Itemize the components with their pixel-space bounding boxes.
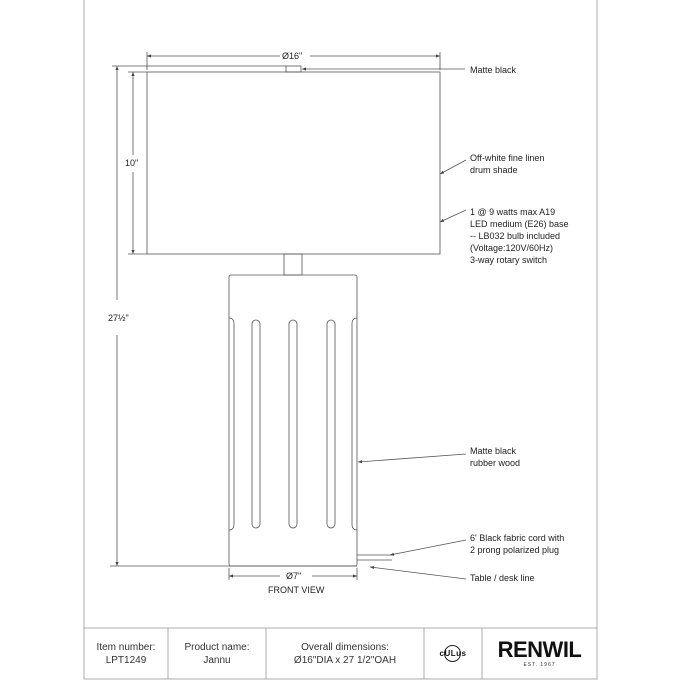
ul-cert-text: cULus <box>439 648 467 658</box>
base-slots <box>229 318 357 530</box>
dimensions-cell: Overall dimensions: Ø16"DIA x 27 1/2"OAH <box>293 641 397 666</box>
base-diameter-label: Ø7" <box>286 571 302 581</box>
base <box>229 275 357 566</box>
product-name-cell: Product name: Jannu <box>184 641 250 666</box>
item-number-cell: Item number: LPT1249 <box>96 641 156 666</box>
shade-height-label: 10" <box>125 158 139 168</box>
ul-cert-logo <box>424 628 482 679</box>
shade-diameter-label: Ø16" <box>282 51 303 61</box>
callout-base: Matte black rubber wood <box>470 446 521 468</box>
overall-height-label: 27½" <box>108 313 129 323</box>
shade <box>147 72 440 254</box>
callout-table-line: Table / desk line <box>470 573 535 583</box>
callout-shade: Off-white fine linen drum shade <box>470 153 545 175</box>
cord <box>357 555 392 560</box>
callout-finial: Matte black <box>470 65 517 75</box>
callout-bulb: 1 @ 9 watts max A19 LED medium (E26) base -- LB032 bulb included (Voltage:120V/60Hz) 3-way rotary switch <box>470 207 569 265</box>
ul-cert-mark <box>440 645 467 663</box>
finial <box>286 66 301 72</box>
view-label: FRONT VIEW <box>268 585 325 595</box>
neck <box>284 254 302 275</box>
brand-logo: RENWIL EST. 1967 <box>497 636 582 668</box>
callout-cord: 6' Black fabric cord with 2 prong polarized plug <box>470 533 565 555</box>
